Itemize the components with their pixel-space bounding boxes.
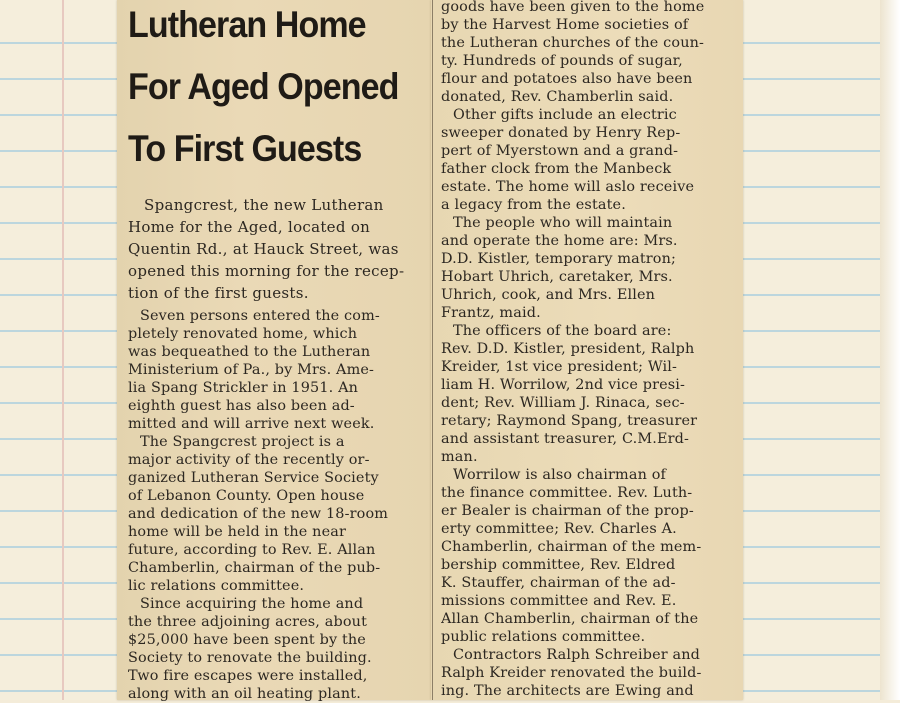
headline-line-1: Lutheran Home — [128, 4, 366, 45]
body-line: Kreider, 1st vice president; Wil- — [441, 359, 678, 375]
body-line: pletely renovated home, which — [128, 326, 358, 342]
body-line: bership committee, Rev. Eldred — [441, 557, 676, 573]
body-line: mitted and will arrive next week. — [128, 416, 375, 432]
body-line: pert of Myerstown and a grand- — [441, 143, 679, 159]
body-line: the finance committee. Rev. Luth- — [441, 485, 693, 501]
body-line: Ralph Kreider renovated the build- — [441, 665, 702, 681]
body-line: goods have been given to the home — [441, 0, 705, 15]
body-line: Frantz, maid. — [441, 305, 541, 321]
body-line: Chamberlin, chairman of the pub- — [128, 560, 381, 576]
column-divider — [432, 0, 433, 700]
body-line: ing. The architects are Ewing and — [441, 683, 694, 699]
body-line: public relations committee. — [441, 629, 646, 645]
body-line: lia Spang Strickler in 1951. An — [128, 380, 359, 396]
body-line: flour and potatoes also have been — [441, 71, 693, 87]
body-line: Uhrich, cook, and Mrs. Ellen — [441, 287, 656, 303]
body-line: dent; Rev. William J. Rinaca, sec- — [441, 395, 685, 411]
body-line: ty. Hundreds of pounds of sugar, — [441, 53, 683, 69]
headline-line-3: To First Guests — [128, 128, 362, 169]
body-line: Society to renovate the building. — [128, 650, 372, 666]
body-line: Other gifts include an electric — [453, 107, 677, 123]
body-line: Allan Chamberlin, chairman of the — [441, 611, 699, 627]
body-line: Hobart Uhrich, caretaker, Mrs. — [441, 269, 673, 285]
body-line: K. Stauffer, chairman of the ad- — [441, 575, 676, 591]
body-line: donated, Rev. Chamberlin said. — [441, 89, 674, 105]
body-line: eighth guest has also been ad- — [128, 398, 355, 414]
body-line: major activity of the recently or- — [128, 452, 370, 468]
body-line: er Bealer is chairman of the prop- — [441, 503, 694, 519]
headline-line-2: For Aged Opened — [128, 66, 399, 107]
body-line: a legacy from the estate. — [441, 197, 626, 213]
lead-line: opened this morning for the recep- — [128, 262, 405, 280]
lead-line: tion of the first guests. — [128, 284, 309, 302]
lead-line: Quentin Rd., at Hauck Street, was — [128, 240, 399, 258]
body-line: Chamberlin, chairman of the mem- — [441, 539, 702, 555]
body-line: $25,000 have been spent by the — [128, 632, 366, 648]
body-line: The Spangcrest project is a — [140, 434, 345, 450]
body-line: home will be held in the near — [128, 524, 347, 540]
body-line: D.D. Kistler, temporary matron; — [441, 251, 677, 267]
body-line: of Lebanon County. Open house — [128, 488, 365, 504]
body-line: sweeper donated by Henry Rep- — [441, 125, 681, 141]
article-headline — [128, 0, 399, 180]
body-line: and dedication of the new 18-room — [128, 506, 389, 522]
body-line: estate. The home will aslo receive — [441, 179, 695, 195]
body-line: lic relations committee. — [128, 578, 305, 594]
body-line: and assistant treasurer, C.M.Erd- — [441, 431, 690, 447]
left-column-body — [128, 307, 424, 703]
body-line: man. — [441, 449, 478, 465]
right-column-body — [441, 0, 737, 700]
body-line: The officers of the board are: — [453, 323, 672, 339]
body-line: The people who will maintain — [453, 215, 673, 231]
body-line: missions committee and Rev. E. — [441, 593, 677, 609]
body-line: ganized Lutheran Service Society — [128, 470, 379, 486]
body-line: Seven persons entered the com- — [140, 308, 380, 324]
body-line: was bequeathed to the Lutheran — [128, 344, 371, 360]
lead-line: Home for the Aged, located on — [128, 218, 371, 236]
body-line: Rev. D.D. Kistler, president, Ralph — [441, 341, 695, 357]
body-line: along with an oil heating plant. — [128, 686, 361, 702]
body-line: father clock from the Manbeck — [441, 161, 672, 177]
body-line: erty committee; Rev. Charles A. — [441, 521, 677, 537]
body-line: the Lutheran churches of the coun- — [441, 35, 705, 51]
body-line: retary; Raymond Spang, treasurer — [441, 413, 698, 429]
body-line: Since acquiring the home and — [140, 596, 364, 612]
lead-paragraph — [128, 194, 424, 304]
body-line: future, according to Rev. E. Allan — [128, 542, 376, 558]
body-line: by the Harvest Home societies of — [441, 17, 689, 33]
body-line: liam H. Worrilow, 2nd vice presi- — [441, 377, 686, 393]
body-line: Two fire escapes were installed, — [128, 668, 368, 684]
body-line: and operate the home are: Mrs. — [441, 233, 678, 249]
lead-line: Spangcrest, the new Lutheran — [144, 196, 384, 214]
body-line: the three adjoining acres, about — [128, 614, 367, 630]
body-line: Ministerium of Pa., by Mrs. Ame- — [128, 362, 375, 378]
body-line: Worrilow is also chairman of — [453, 467, 667, 483]
body-line: Contractors Ralph Schreiber and — [453, 647, 701, 663]
